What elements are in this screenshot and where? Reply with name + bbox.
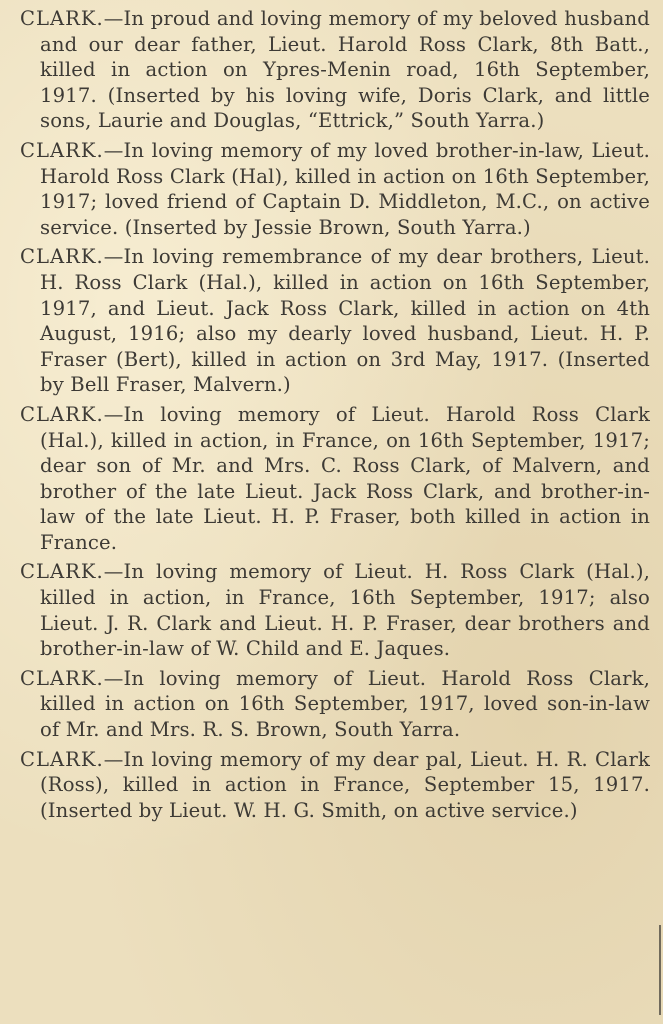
notice-surname: CLARK. <box>20 666 104 690</box>
notice-surname: CLARK. <box>20 245 104 269</box>
notice-surname: CLARK. <box>20 560 104 584</box>
notice-3 <box>6 244 650 398</box>
notice-surname: CLARK. <box>20 7 104 30</box>
notice-4 <box>6 402 650 556</box>
notice-7 <box>6 747 650 824</box>
notice-5 <box>6 559 650 661</box>
notice-surname: CLARK. <box>20 402 104 426</box>
notice-2 <box>6 138 650 240</box>
notice-text: —In proud and loving memory of my beloved husband and our dear father, Lieut. Harold Ross Clark, 8th Batt., killed in action on Ypres-Menin road, 16th September, 1917. (Inserted by his loving wife, Doris Clark, and little sons, Laurie and Douglas, “Ettrick,” South Yarra.) <box>40 7 650 133</box>
notice-1 <box>6 6 650 134</box>
notice-6 <box>6 666 650 743</box>
notice-text: —In loving memory of my dear pal, Lieut. H. R. Clark (Ross), killed in action in France, September 15, 1917. (Inserted by Lieut. W. H. G. Smith, on active service.) <box>40 747 650 822</box>
notice-surname: CLARK. <box>20 747 104 771</box>
notice-text: —In loving memory of Lieut. H. Ross Clark (Hal.), killed in action, in France, 16th September, 1917; also Lieut. J. R. Clark and Lieut. H. P. Fraser, dear brothers and brother-in-law of W. Child and E. Jaques. <box>40 560 650 661</box>
notice-text: —In loving remembrance of my dear brothers, Lieut. H. Ross Clark (Hal.), killed in action on 16th September, 1917, and Lieut. Jack Ross Clark, killed in action on 4th August, 1916; also my dearly loved husband, Lieut. H. P. Fraser (Bert), killed in action on 3rd May, 1917. (Inserted by Bell Fraser, Malvern.) <box>40 245 650 397</box>
notice-text: —In loving memory of Lieut. Harold Ross Clark, killed in action on 16th September, 1917, loved son-in-law of Mr. and Mrs. R. S. Brown, South Yarra. <box>40 666 650 742</box>
notice-text: —In loving memory of Lieut. Harold Ross Clark (Hal.), killed in action, in France, on 16th September, 1917; dear son of Mr. and Mrs. C. Ross Clark, of Malvern, and brother of the late Lieut. Jack Ross Clark, and brother-in-law of the late Lieut. H. P. Fraser, both killed in action in France. <box>40 402 650 554</box>
column-rule <box>659 925 661 1015</box>
notice-surname: CLARK. <box>20 138 104 162</box>
notice-text: —In loving memory of my loved brother-in-law, Lieut. Harold Ross Clark (Hal), killed in action on 16th September, 1917; loved friend of Captain D. Middleton, M.C., on active service. (Inserted by Jessie Brown, South Yarra.) <box>40 138 650 239</box>
death-notices-column <box>6 6 650 827</box>
